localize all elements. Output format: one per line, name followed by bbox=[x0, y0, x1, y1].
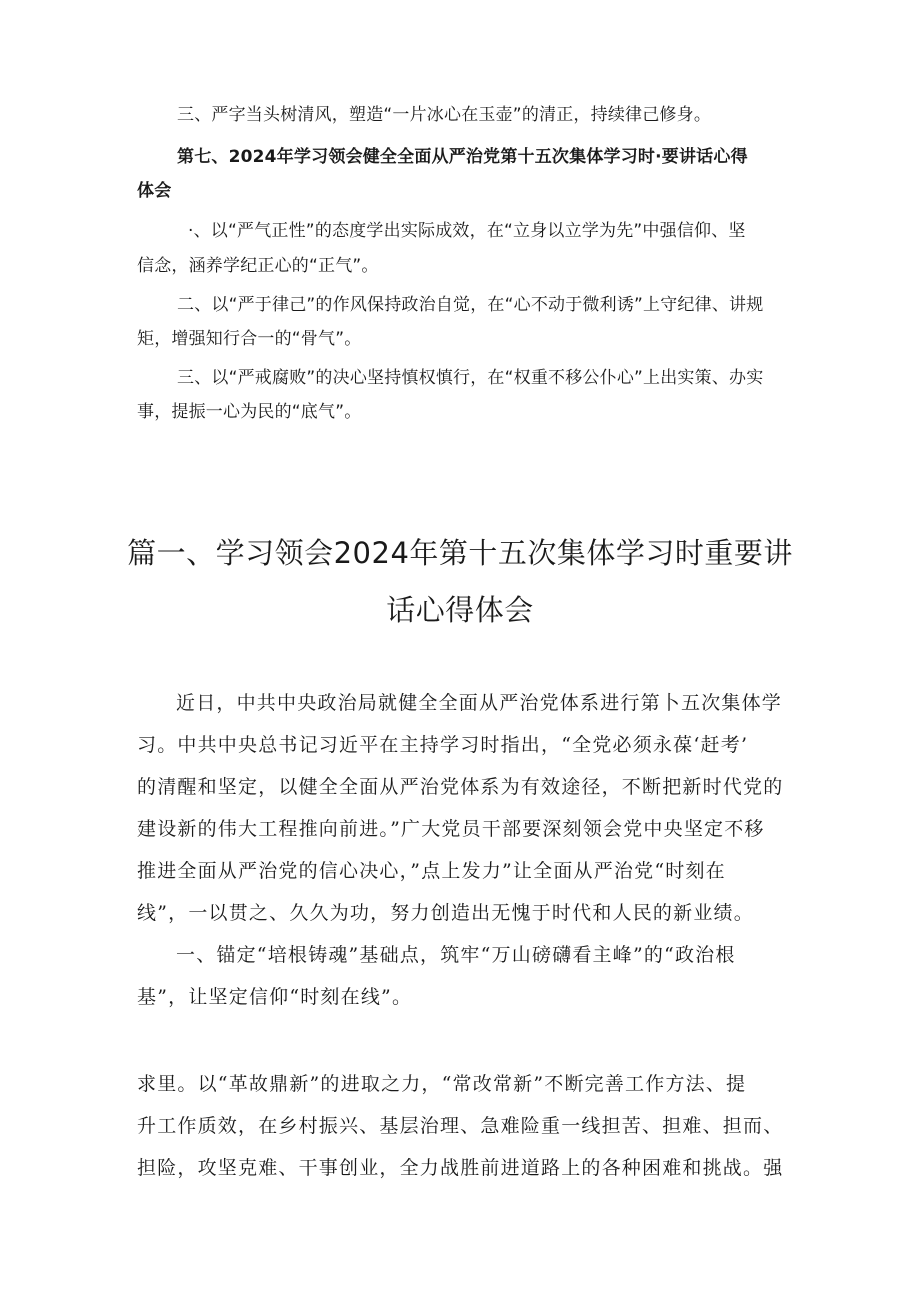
para-1-line-1: ·、以“严气正性”的态度学出实际成效，在“立身以立学为先”中强信仰、坚 bbox=[188, 221, 746, 241]
body-line: 建设新的伟大工程推向前进。”广大党员干部要深刻领会党中央坚定不移 bbox=[137, 818, 765, 840]
para-1-line-2: 信念，涵养学纪正心的“正气”。 bbox=[137, 256, 379, 276]
section-heading-line-1: 第七、2024年学习领会健全全面从严治党第十五次集体学习时·要讲话心得 bbox=[177, 147, 748, 167]
para-3-line-1: 三、以“严戒腐败”的决心坚持慎权慎行，在“权重不移公仆心”上出实策、办实 bbox=[177, 368, 764, 388]
continued-line: 担险，攻坚克难、干事创业，全力战胜前进道路上的各种困难和挑战。强 bbox=[137, 1157, 784, 1179]
body-line: 基”，让坚定信仰“时刻在线”。 bbox=[137, 986, 413, 1008]
body-line: 近日，中共中央政治局就健全全面从严治党体系进行第卜五次集体学 bbox=[176, 692, 783, 714]
para-2-line-2: 矩，增强知行合一的“骨气”。 bbox=[137, 329, 362, 349]
article-title-line-2: 话心得体会 bbox=[386, 593, 534, 627]
continued-line: 升工作质效，在乡村振兴、基层治理、急难险重一线担苦、担难、担而、 bbox=[137, 1115, 784, 1137]
body-line: 一、锚定“培根铸魂”基础点，筑牢“万山磅礴看主峰”的“政治根 bbox=[176, 944, 736, 966]
top-line-1: 三、严字当头树清风，塑造“一片冰心在玉壶”的清正，持续律己修身。 bbox=[177, 105, 712, 125]
para-3-line-2: 事，提振一心为民的“底气”。 bbox=[137, 402, 362, 422]
body-line: 推进全面从严治党的信心决心，”点上发力”让全面从严治党“时刻在 bbox=[137, 860, 726, 882]
article-title-line-1: 篇一、学习领会2024年第十五次集体学习时重要讲 bbox=[127, 536, 793, 570]
section-heading-line-2: 体会 bbox=[137, 181, 172, 201]
para-2-line-1: 二、以“严于律己”的作风保持政治自觉，在“心不动于微利诱”上守纪律、讲规 bbox=[177, 295, 764, 315]
body-line: 的清醒和坚定，以健全全面从严治党体系为有效途径，不断把新时代党的 bbox=[137, 776, 784, 798]
body-line: 线”，一以贯之、久久为功，努力创造出无愧于时代和人民的新业绩。 bbox=[137, 902, 754, 924]
body-line: 习。中共中央总书记习近平在主持学习时指出，“全党必须永葆‘赶考’ bbox=[137, 734, 749, 756]
continued-line: 求里。以“革故鼎新”的进取之力，“常改常新”不断完善工作方法、提 bbox=[137, 1073, 747, 1095]
